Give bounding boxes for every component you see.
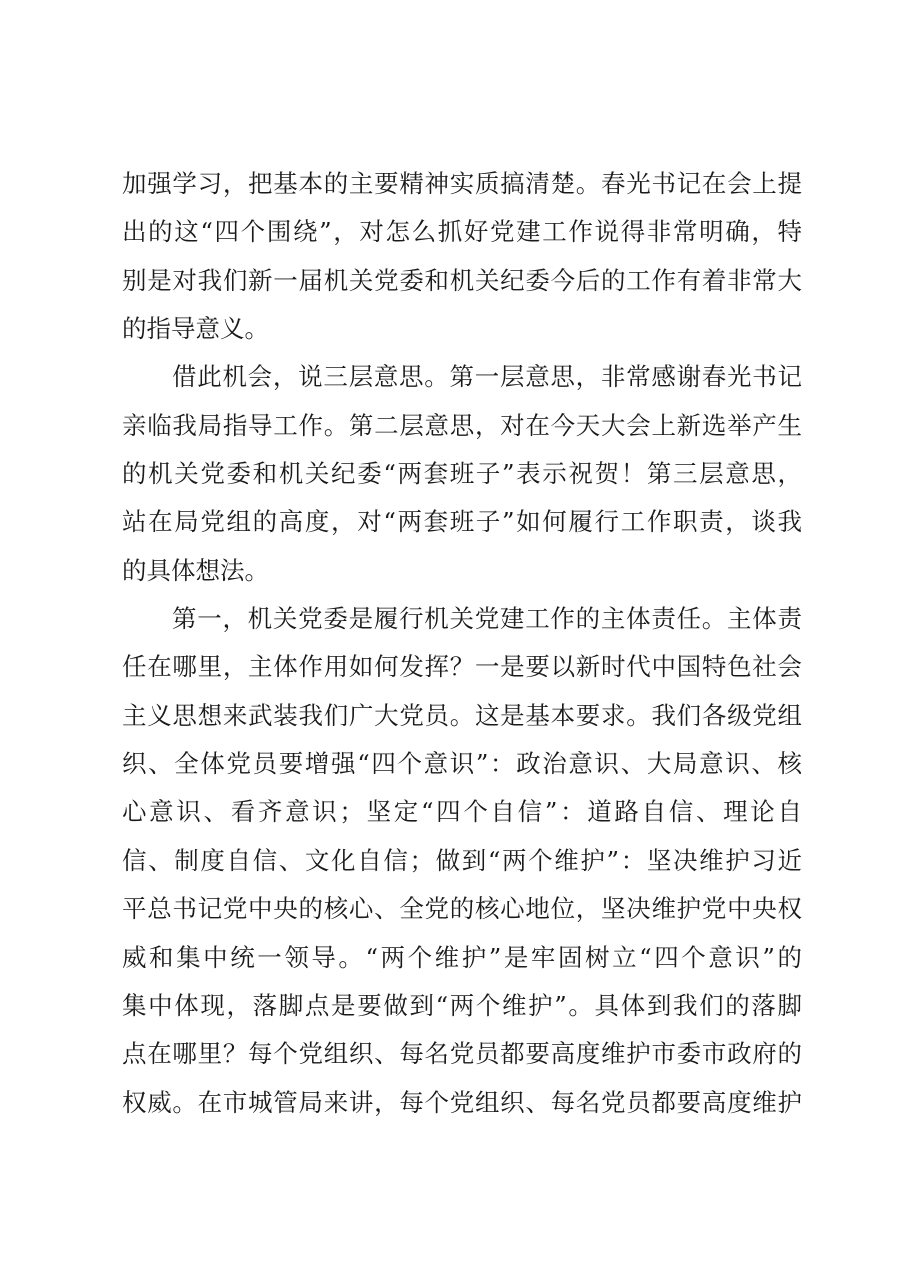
paragraph-3-line-10: 点在哪里？每个党组织、每名党员都要高度维护市委市政府的 [122,1039,802,1069]
paragraph-3-line-1: 第一，机关党委是履行机关党建工作的主体责任。主体责 [172,604,802,634]
paragraph-3-line-11: 权威。在市城管局来讲，每个党组织、每名党员都要高度维护 [122,1087,802,1117]
paragraph-3-line-5: 心意识、看齐意识；坚定“四个自信”：道路自信、理论自 [122,797,802,827]
paragraph-1-line-3: 别是对我们新一届机关党委和机关纪委今后的工作有着非常大 [122,265,802,295]
paragraph-3-line-2: 任在哪里，主体作用如何发挥？一是要以新时代中国特色社会 [122,652,802,682]
paragraph-3-line-9: 集中体现，落脚点是要做到“两个维护”。具体到我们的落脚 [122,990,802,1020]
paragraph-2-line-4: 站在局党组的高度，对“两套班子”如何履行工作职责，谈我 [122,507,802,537]
paragraph-2-line-2: 亲临我局指导工作。第二层意思，对在今天大会上新选举产生 [122,410,802,440]
paragraph-3-line-6: 信、制度自信、文化自信；做到“两个维护”：坚决维护习近 [122,845,802,875]
body-text [122,160,802,1127]
paragraph-3-line-3: 主义思想来武装我们广大党员。这是基本要求。我们各级党组 [122,700,802,730]
paragraph-2-line-5: 的具体想法。 [122,555,269,585]
paragraph-1-line-2: 出的这“四个围绕”，对怎么抓好党建工作说得非常明确，特 [122,217,802,247]
paragraph-3-line-7: 平总书记党中央的核心、全党的核心地位，坚决维护党中央权 [122,894,802,924]
paragraph-3-line-8: 威和集中统一领导。“两个维护”是牢固树立“四个意识”的 [122,942,802,972]
paragraph-1-line-4: 的指导意义。 [122,314,269,344]
paragraph-2-line-3: 的机关党委和机关纪委“两套班子”表示祝贺！第三层意思， [122,459,802,489]
paragraph-1-line-1: 加强学习，把基本的主要精神实质搞清楚。春光书记在会上提 [122,169,802,198]
paragraph-3-line-4: 织、全体党员要增强“四个意识”：政治意识、大局意识、核 [122,749,802,779]
paragraph-2-line-1: 借此机会，说三层意思。第一层意思，非常感谢春光书记 [172,362,802,392]
